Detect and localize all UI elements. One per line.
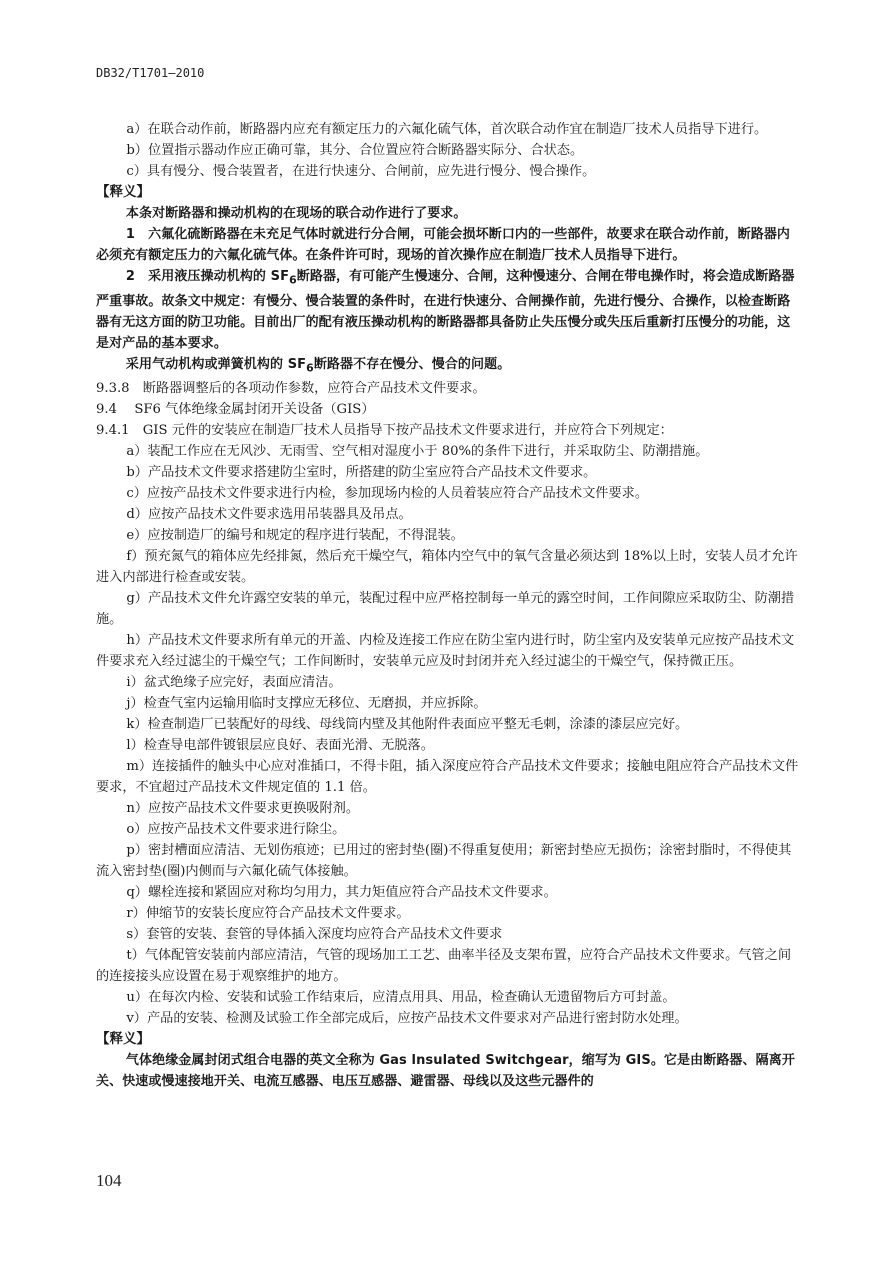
explanation-gis: 气体绝缘金属封闭式组合电器的英文全称为 Gas lnsulated Switchgear，缩写为 GIS。它是由断路器、隔离开关、快速或慢速接地开关、电流互感器、电压互感器、避雷器、母线以及这些元器件的 <box>96 1053 795 1090</box>
explanation-point-2 <box>96 266 801 354</box>
list-item: h）产品技术文件要求所有单元的开盖、内检及连接工作应在防尘室内进行时，防尘室内及安装单元应按产品技术文件要求充入经过滤尘的干燥空气；工作间断时，安装单元应及时封闭并充入经过滤尘的干燥空气，保持微正压。 <box>96 633 795 670</box>
paragraph-c: c）具有慢分、慢合装置者，在进行快速分、合闸前，应先进行慢分、慢合操作。 <box>126 164 596 179</box>
list-item: c）应按产品技术文件要求进行内检，参加现场内检的人员着装应符合产品技术文件要求。 <box>126 486 649 502</box>
list-item: i）盆式绝缘子应完好，表面应清洁。 <box>126 675 342 691</box>
explanation-point-3-start: 采用气动机构或弹簧机构的 SF <box>125 356 307 372</box>
list-item: t）气体配管安装前内部应清洁，气管的现场加工工艺、曲率半径及支架布置，应符合产品技术文件要求。气管之间的连接接头应设置在易于观察维护的地方。 <box>96 948 792 985</box>
sf6-subscript: 6 <box>289 273 297 287</box>
explanation-point-2-start: 2 采用液压操动机构的 SF <box>125 269 290 284</box>
sf6-subscript: 6 <box>306 361 314 375</box>
explanation-point-2-rest: 断路器，有可能产生慢速分、合闸，这种慢速分、合闸在带电操作时，将会造成断路器严重事故。故条文中规定：有慢分、慢合装置的条件时，在进行快速分、合闸操作前，先进行慢分、合操作，以检查断路器有无这方面的防卫功能。目前出厂的配有液压操动机构的断路器都具备防止失压慢分或失压后重新打压慢分的功能，这是对产品的基本要求。 <box>96 269 795 351</box>
list-item: v）产品的安装、检测及试验工作全部完成后，应按产品技术文件要求对产品进行密封防水处理。 <box>126 1011 688 1027</box>
list-item: f）预充氮气的箱体应先经排氮，然后充干燥空气，箱体内空气中的氧气含量必须达到 18%以上时，安装人员才允许进入内部进行检查或安装。 <box>96 549 798 586</box>
page-number: 104 <box>96 1171 122 1190</box>
list-item: g）产品技术文件允许露空安装的单元，装配过程中应严格控制每一单元的露空时间，工作间隙应采取防尘、防潮措施。 <box>96 591 795 628</box>
section-9-4-heading: 9.4 SF6 气体绝缘金属封闭开关设备（GIS） <box>96 402 375 418</box>
list-item: b）产品技术文件要求搭建防尘室时，所搭建的防尘室应符合产品技术文件要求。 <box>126 465 597 481</box>
list-item: e）应按制造厂的编号和规定的程序进行装配，不得混装。 <box>126 528 464 544</box>
clause-9-3-8: 9.3.8 断路器调整后的各项动作参数，应符合产品技术文件要求。 <box>96 381 486 397</box>
list-item: d）应按产品技术文件要求选用吊装器具及吊点。 <box>126 507 412 523</box>
document-code: DB32/T1701—2010 <box>96 66 205 80</box>
list-item: k）检查制造厂已装配好的母线、母线筒内壁及其他附件表面应平整无毛刺，涂漆的漆层应完好。 <box>126 717 689 733</box>
explanation-intro: 本条对断路器和操动机构的在现场的联合动作进行了要求。 <box>125 206 467 221</box>
list-item: m）连接插件的触头中心应对准插口，不得卡阻，插入深度应符合产品技术文件要求；接触电阻应符合产品技术文件要求，不宜超过产品技术文件规定值的 1.1 倍。 <box>96 759 799 796</box>
list-item: j）检查气室内运输用临时支撑应无移位、无磨损，并应拆除。 <box>126 696 487 712</box>
list-item: u）在每次内检、安装和试验工作结束后，应清点用具、用品，检查确认无遗留物后方可封盖。 <box>126 990 676 1006</box>
explanation-point-1: 1 六氟化硫断路器在未充足气体时就进行分合闸，可能会损坏断口内的一些部件，故要求在联合动作前，断路器内必须充有额定压力的六氟化硫气体。在条件许可时，现场的首次操作应在制造厂技术人员指导下进行。 <box>96 227 791 263</box>
list-item: p）密封槽面应清洁、无划伤痕迹；已用过的密封垫(圈)不得重复使用；新密封垫应无损伤；涂密封脂时，不得使其流入密封垫(圈)内侧而与六氟化硫气体接触。 <box>96 843 792 880</box>
explanation-point-3 <box>96 354 801 379</box>
list-item: q）螺栓连接和紧固应对称均匀用力，其力矩值应符合产品技术文件要求。 <box>126 885 557 901</box>
explanation-heading: 【释义】 <box>96 1031 150 1048</box>
list-item: s）套管的安装、套管的导体插入深度均应符合产品技术文件要求 <box>126 927 503 943</box>
explanation-heading: 【释义】 <box>96 184 150 200</box>
clause-9-4-1: 9.4.1 GIS 元件的安装应在制造厂技术人员指导下按产品技术文件要求进行，并应符合下列规定： <box>96 423 673 439</box>
clause-9-4-1-items <box>96 441 801 1029</box>
list-item: n）应按产品技术文件要求更换吸附剂。 <box>126 801 360 817</box>
list-item: a）装配工作应在无风沙、无雨雪、空气相对湿度小于 80%的条件下进行，并采取防尘、防潮措施。 <box>126 444 709 460</box>
page-content <box>96 119 801 1092</box>
paragraph-a: a）在联合动作前，断路器内应充有额定压力的六氟化硫气体，首次联合动作宜在制造厂技术人员指导下进行。 <box>126 122 768 137</box>
list-item: r）伸缩节的安装长度应符合产品技术文件要求。 <box>126 906 410 922</box>
explanation-point-3-rest: 断路器不存在慢分、慢合的问题。 <box>313 356 511 372</box>
paragraph-b: b）位置指示器动作应正确可靠，其分、合位置应符合断路器实际分、合状态。 <box>126 143 584 158</box>
list-item: l）检查导电部件镀银层应良好、表面光滑、无脱落。 <box>126 738 434 754</box>
list-item: o）应按产品技术文件要求进行除尘。 <box>126 822 346 838</box>
